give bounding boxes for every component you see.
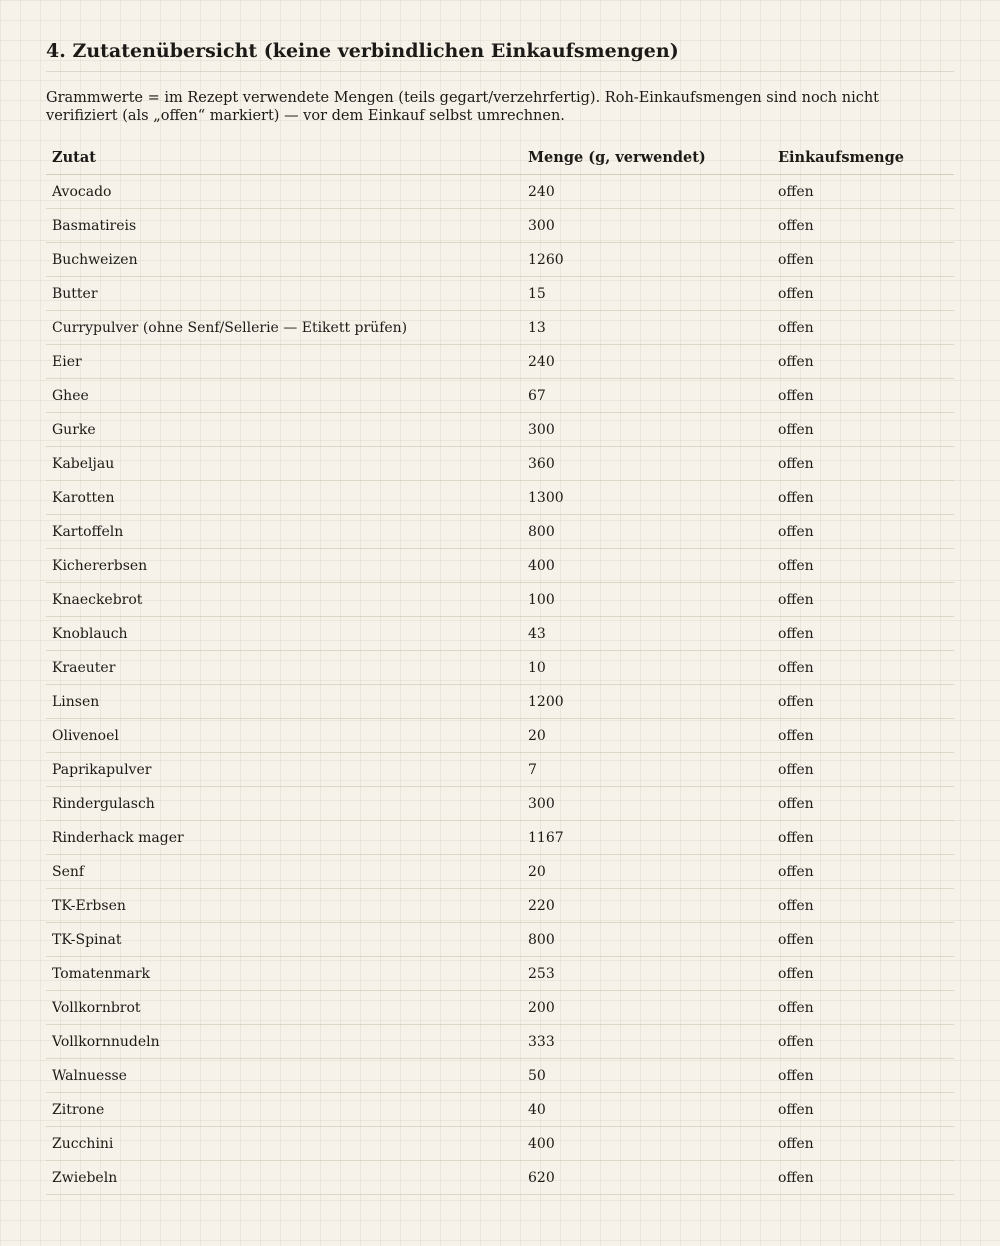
table-row [46, 923, 954, 957]
ingredient-cell: Ghee [46, 379, 522, 413]
column-header-menge: Menge (g, verwendet) [522, 141, 772, 175]
quantity-cell: 240 [522, 345, 772, 379]
purchase-amount-cell: offen [772, 1093, 954, 1127]
quantity-cell: 300 [522, 787, 772, 821]
purchase-amount-cell: offen [772, 209, 954, 243]
ingredient-cell: Linsen [46, 685, 522, 719]
quantity-cell: 253 [522, 957, 772, 991]
table-row [46, 1093, 954, 1127]
ingredient-cell: Tomatenmark [46, 957, 522, 991]
quantity-cell: 1260 [522, 243, 772, 277]
ingredient-cell: Kraeuter [46, 651, 522, 685]
ingredient-cell: Basmatireis [46, 209, 522, 243]
purchase-amount-cell: offen [772, 379, 954, 413]
ingredient-cell: Butter [46, 277, 522, 311]
quantity-cell: 400 [522, 549, 772, 583]
quantity-cell: 1300 [522, 481, 772, 515]
table-row [46, 1161, 954, 1195]
ingredient-cell: Senf [46, 855, 522, 889]
ingredient-cell: Olivenoel [46, 719, 522, 753]
purchase-amount-cell: offen [772, 413, 954, 447]
quantity-cell: 13 [522, 311, 772, 345]
quantity-cell: 360 [522, 447, 772, 481]
ingredient-cell: Kartoffeln [46, 515, 522, 549]
purchase-amount-cell: offen [772, 583, 954, 617]
table-row [46, 1127, 954, 1161]
ingredient-cell: Currypulver (ohne Senf/Sellerie — Etikett prüfen) [46, 311, 522, 345]
quantity-cell: 50 [522, 1059, 772, 1093]
table-row [46, 1025, 954, 1059]
purchase-amount-cell: offen [772, 311, 954, 345]
table-header-row [46, 141, 954, 175]
ingredient-cell: Walnuesse [46, 1059, 522, 1093]
purchase-amount-cell: offen [772, 889, 954, 923]
purchase-amount-cell: offen [772, 345, 954, 379]
ingredient-cell: Rindergulasch [46, 787, 522, 821]
purchase-amount-cell: offen [772, 685, 954, 719]
ingredient-cell: Kabeljau [46, 447, 522, 481]
quantity-cell: 200 [522, 991, 772, 1025]
ingredient-cell: TK-Erbsen [46, 889, 522, 923]
ingredient-cell: Zitrone [46, 1093, 522, 1127]
table-row [46, 957, 954, 991]
quantity-cell: 20 [522, 719, 772, 753]
purchase-amount-cell: offen [772, 821, 954, 855]
table-row [46, 277, 954, 311]
purchase-amount-cell: offen [772, 787, 954, 821]
table-row [46, 1059, 954, 1093]
table-row [46, 753, 954, 787]
ingredient-cell: Karotten [46, 481, 522, 515]
table-row [46, 243, 954, 277]
table-row [46, 991, 954, 1025]
purchase-amount-cell: offen [772, 481, 954, 515]
table-row [46, 345, 954, 379]
table-body [46, 175, 954, 1195]
purchase-amount-cell: offen [772, 617, 954, 651]
quantity-cell: 1200 [522, 685, 772, 719]
table-row [46, 583, 954, 617]
ingredient-cell: Knoblauch [46, 617, 522, 651]
ingredient-cell: Paprikapulver [46, 753, 522, 787]
ingredient-cell: Gurke [46, 413, 522, 447]
quantity-cell: 800 [522, 515, 772, 549]
purchase-amount-cell: offen [772, 957, 954, 991]
purchase-amount-cell: offen [772, 753, 954, 787]
purchase-amount-cell: offen [772, 923, 954, 957]
section-heading: 4. Zutatenübersicht (keine verbindlichen Einkaufsmengen) [46, 38, 954, 72]
quantity-cell: 67 [522, 379, 772, 413]
table-row [46, 889, 954, 923]
quantity-cell: 10 [522, 651, 772, 685]
quantity-cell: 400 [522, 1127, 772, 1161]
purchase-amount-cell: offen [772, 1161, 954, 1195]
table-row [46, 481, 954, 515]
purchase-amount-cell: offen [772, 991, 954, 1025]
purchase-amount-cell: offen [772, 549, 954, 583]
purchase-amount-cell: offen [772, 719, 954, 753]
quantity-cell: 333 [522, 1025, 772, 1059]
table-row [46, 787, 954, 821]
table-row [46, 617, 954, 651]
table-row [46, 447, 954, 481]
purchase-amount-cell: offen [772, 447, 954, 481]
quantity-cell: 800 [522, 923, 772, 957]
table-row [46, 515, 954, 549]
section-note: Grammwerte = im Rezept verwendete Mengen (teils gegart/verzehrfertig). Roh-Einkaufsmengen sind noch nicht verifiziert (als „offen“ markiert) — vor dem Einkauf selbst umrechnen. [46, 90, 880, 124]
ingredient-cell: Avocado [46, 175, 522, 209]
quantity-cell: 620 [522, 1161, 772, 1195]
ingredient-cell: Kichererbsen [46, 549, 522, 583]
ingredient-cell: Knaeckebrot [46, 583, 522, 617]
purchase-amount-cell: offen [772, 651, 954, 685]
ingredient-cell: Vollkornbrot [46, 991, 522, 1025]
purchase-amount-cell: offen [772, 855, 954, 889]
ingredient-cell: Buchweizen [46, 243, 522, 277]
ingredient-cell: TK-Spinat [46, 923, 522, 957]
table-row [46, 821, 954, 855]
table-row [46, 549, 954, 583]
ingredients-table [46, 141, 954, 1195]
quantity-cell: 43 [522, 617, 772, 651]
table-row [46, 175, 954, 209]
ingredient-cell: Zwiebeln [46, 1161, 522, 1195]
quantity-cell: 100 [522, 583, 772, 617]
column-header-einkaufsmenge: Einkaufsmenge [772, 141, 954, 175]
table-row [46, 413, 954, 447]
quantity-cell: 15 [522, 277, 772, 311]
quantity-cell: 1167 [522, 821, 772, 855]
purchase-amount-cell: offen [772, 515, 954, 549]
quantity-cell: 300 [522, 209, 772, 243]
ingredient-cell: Zucchini [46, 1127, 522, 1161]
table-row [46, 311, 954, 345]
table-row [46, 379, 954, 413]
quantity-cell: 220 [522, 889, 772, 923]
column-header-zutat: Zutat [46, 141, 522, 175]
table-row [46, 685, 954, 719]
quantity-cell: 300 [522, 413, 772, 447]
purchase-amount-cell: offen [772, 1127, 954, 1161]
table-row [46, 855, 954, 889]
purchase-amount-cell: offen [772, 1025, 954, 1059]
table-row [46, 209, 954, 243]
quantity-cell: 40 [522, 1093, 772, 1127]
purchase-amount-cell: offen [772, 243, 954, 277]
ingredient-cell: Rinderhack mager [46, 821, 522, 855]
quantity-cell: 20 [522, 855, 772, 889]
ingredient-cell: Eier [46, 345, 522, 379]
table-row [46, 651, 954, 685]
quantity-cell: 7 [522, 753, 772, 787]
table-row [46, 719, 954, 753]
purchase-amount-cell: offen [772, 1059, 954, 1093]
quantity-cell: 240 [522, 175, 772, 209]
purchase-amount-cell: offen [772, 175, 954, 209]
ingredient-cell: Vollkornnudeln [46, 1025, 522, 1059]
purchase-amount-cell: offen [772, 277, 954, 311]
